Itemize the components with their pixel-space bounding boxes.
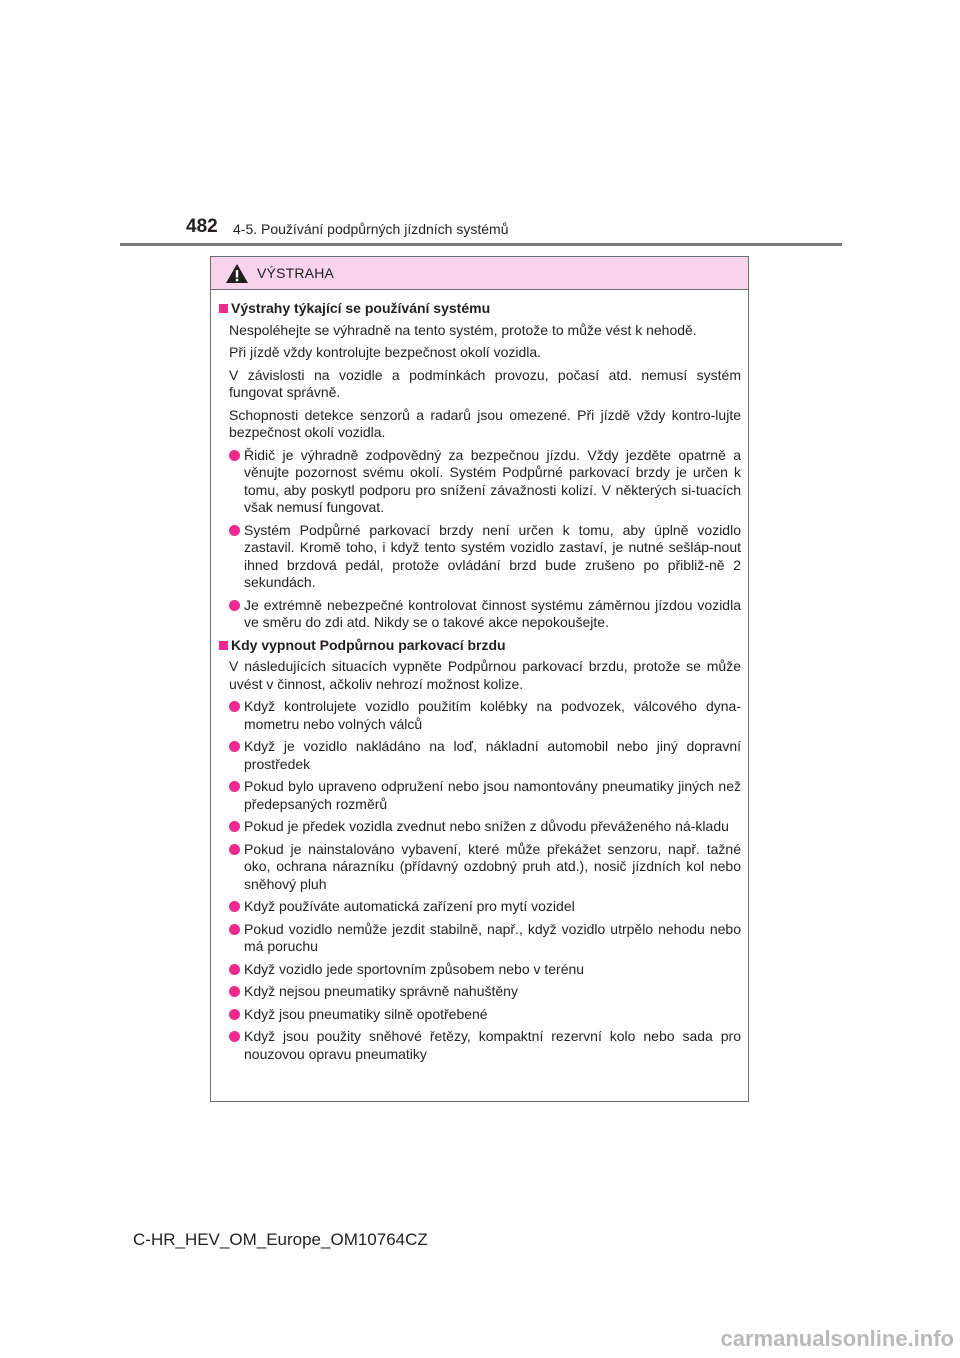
warning-title: VÝSTRAHA — [257, 265, 335, 281]
list-item — [229, 522, 741, 592]
list-item — [229, 983, 741, 1001]
paragraph: Nespoléhejte se výhradně na tento systém, protože to může vést k nehodě. — [229, 321, 697, 338]
paragraph: Schopnosti detekce senzorů a radarů jsou omezené. Při jízdě vždy kontro-lujte bezpečnost okolí vozidla. — [229, 406, 741, 440]
section-heading-text: Výstrahy týkající se používání systému — [231, 300, 491, 316]
list-item-text: Pokud vozidlo nemůže jezdit stabilně, např., když vozidlo utrpělo nehodu nebo má poruchu — [244, 920, 741, 954]
bullet-dot-icon — [229, 821, 240, 832]
bullet-dot-icon — [229, 450, 240, 461]
list-item — [229, 818, 741, 836]
section-heading — [219, 637, 741, 655]
paragraph: Při jízdě vždy kontrolujte bezpečnost okolí vozidla. — [229, 344, 542, 360]
document-code: C-HR_HEV_OM_Europe_OM10764CZ — [133, 1230, 428, 1249]
section-title: 4-5. Používání podpůrných jízdních systémů — [233, 221, 509, 237]
list-item-text: Pokud je předek vozidla zvednut nebo snížen z důvodu převáženého ná-kladu — [244, 818, 729, 834]
list-item — [229, 961, 741, 979]
section-heading-text: Kdy vypnout Podpůrnou parkovací brzdu — [231, 636, 506, 653]
section-system-warnings — [219, 300, 741, 632]
list-item — [229, 778, 741, 813]
list-item-text: Pokud je nainstalováno vybavení, které může překážet senzoru, např. tažné oko, ochrana nárazníku (přídavný ozdobný pruh atd.), nosič jízdních kol nebo sněhový pluh — [244, 840, 741, 892]
page-number: 482 — [186, 216, 218, 237]
list-item — [229, 1006, 741, 1024]
bullet-dot-icon — [229, 924, 240, 935]
bullet-dot-icon — [229, 1031, 240, 1042]
bullet-dot-icon — [229, 701, 240, 712]
bullet-dot-icon — [229, 1009, 240, 1020]
warning-header — [211, 257, 748, 290]
list-item — [229, 921, 741, 956]
bullet-dot-icon — [229, 964, 240, 975]
watermark[interactable]: carmanualsonline.info — [720, 1326, 954, 1351]
list-item — [229, 1028, 741, 1063]
list-item — [229, 738, 741, 773]
square-bullet-icon — [219, 641, 228, 650]
list-item-text: Když používáte automatická zařízení pro mytí vozidel — [244, 898, 575, 914]
bullet-dot-icon — [229, 844, 240, 855]
list-item-text: Je extrémně nebezpečné kontrolovat činnost systému záměrnou jízdou vozidla ve směru do zdi atd. Nikdy se o takové akce nepokoušejte. — [244, 596, 741, 630]
warning-box — [210, 256, 749, 1102]
list-item-text: Řidič je výhradně zodpovědný za bezpečnou jízdu. Vždy jezděte opatrně a věnujte pozornost svému okolí. Systém Podpůrné parkovací brzdy je určen k tomu, aby poskytl podporu pro snížení závažnosti kolizí. V některých si-tuacích však nemusí fungovat. — [244, 446, 741, 515]
list-item-text: Když jsou použity sněhové řetězy, kompaktní rezervní kolo nebo sada pro nouzovou opravu pneumatiky — [244, 1028, 741, 1062]
list-item-text: Když jsou pneumatiky silně opotřebené — [244, 1005, 488, 1022]
paragraph: V následujících situacích vypněte Podpůrnou parkovací brzdu, protože se může uvést v činnost, ačkoliv nehrozí možnost kolize. — [229, 658, 741, 692]
list-item-text: Když kontrolujete vozidlo použitím kolébky na podvozek, válcového dyna-mometru nebo volných válců — [244, 698, 741, 732]
list-item — [229, 898, 741, 916]
bullet-dot-icon — [229, 600, 240, 611]
paragraph: V závislosti na vozidle a podmínkách provozu, počasí atd. nemusí systém fungovat správně. — [229, 366, 741, 400]
square-bullet-icon — [219, 304, 228, 313]
list-item-text: Když nejsou pneumatiky správně nahuštěny — [244, 983, 518, 999]
bullet-dot-icon — [229, 741, 240, 752]
section-heading — [219, 300, 741, 318]
list-item-text: Když vozidlo jede sportovním způsobem nebo v terénu — [244, 960, 585, 977]
header-rule — [120, 243, 842, 246]
list-item-text: Když je vozidlo nakládáno na loď, nákladní automobil nebo jiný dopravní prostředek — [244, 738, 741, 772]
list-item — [229, 841, 741, 894]
bullet-dot-icon — [229, 901, 240, 912]
bullet-dot-icon — [229, 525, 240, 536]
bullet-dot-icon — [229, 986, 240, 997]
section-when-to-disable — [219, 637, 741, 1064]
bullet-dot-icon — [229, 781, 240, 792]
warning-triangle-icon — [225, 263, 249, 284]
list-item — [229, 698, 741, 733]
list-item — [229, 597, 741, 632]
warning-body — [211, 290, 748, 1063]
list-item-text: Pokud bylo upraveno odpružení nebo jsou namontovány pneumatiky jiných než předepsaných rozměrů — [244, 778, 741, 812]
list-item — [229, 447, 741, 517]
list-item-text: Systém Podpůrné parkovací brzdy není určen k tomu, aby úplně vozidlo zastavil. Kromě toho, i když tento systém vozidlo zastaví, je nutné sešláp-nout ihned brzdová pedál, protože ovládání brzd bude zrušeno po přibliž-ně 2 sekundách. — [244, 521, 741, 590]
